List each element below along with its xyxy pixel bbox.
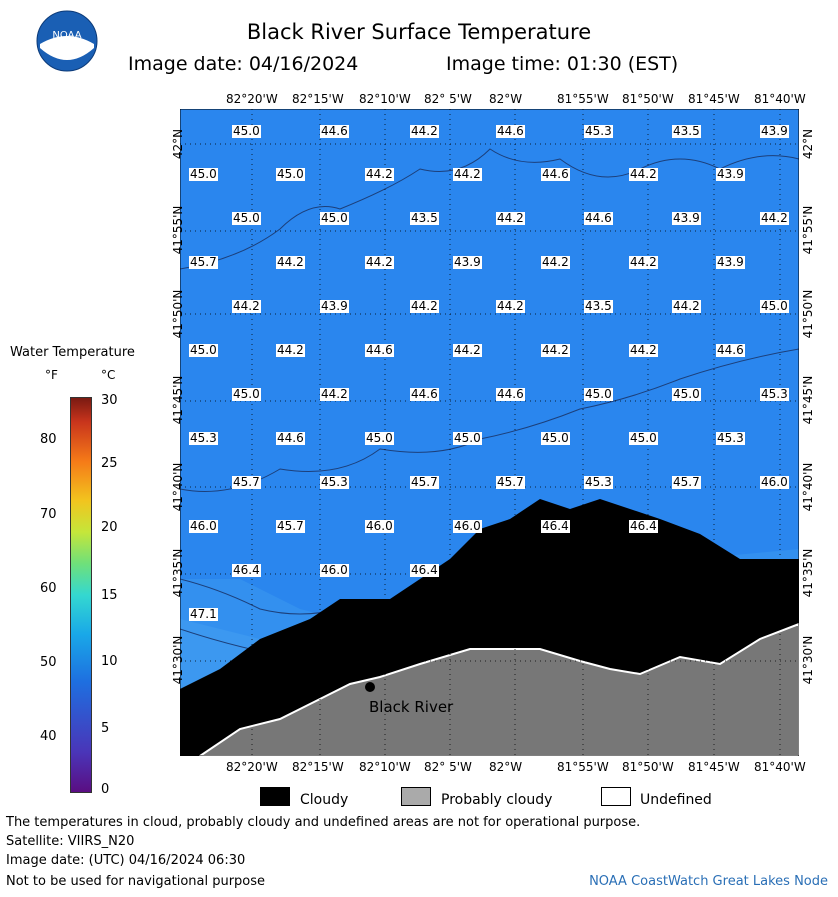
longitude-tick: 81°55'W bbox=[557, 760, 609, 774]
temperature-value: 45.7 bbox=[190, 255, 217, 269]
temperature-value: 44.2 bbox=[630, 167, 657, 181]
latitude-tick: 41°35'N bbox=[801, 548, 815, 598]
longitude-tick: 81°40'W bbox=[754, 760, 806, 774]
temperature-value: 45.0 bbox=[321, 211, 348, 225]
latitude-tick: 41°55'N bbox=[801, 205, 815, 255]
latitude-tick: 41°30'N bbox=[171, 635, 185, 685]
temperature-value: 43.9 bbox=[717, 167, 744, 181]
image-date: Image date: 04/16/2024 bbox=[128, 53, 359, 75]
temperature-value: 46.0 bbox=[190, 519, 217, 533]
temperature-value: 46.4 bbox=[542, 519, 569, 533]
temperature-value: 45.0 bbox=[277, 167, 304, 181]
probably-cloudy-label: Probably cloudy bbox=[441, 792, 553, 808]
temperature-value: 46.4 bbox=[411, 563, 438, 577]
longitude-tick: 81°45'W bbox=[688, 92, 740, 106]
latitude-tick: 42°N bbox=[171, 128, 185, 160]
temperature-value: 44.2 bbox=[630, 343, 657, 357]
temperature-value: 45.0 bbox=[190, 343, 217, 357]
color-bar bbox=[70, 397, 92, 793]
temperature-value: 45.3 bbox=[585, 475, 612, 489]
celsius-tick: 20 bbox=[101, 520, 118, 535]
celsius-tick: 25 bbox=[101, 456, 118, 471]
temperature-value: 44.6 bbox=[497, 387, 524, 401]
map-title: Black River Surface Temperature bbox=[246, 20, 592, 44]
temperature-value: 44.2 bbox=[366, 255, 393, 269]
temperature-value: 45.0 bbox=[366, 431, 393, 445]
temperature-value: 44.2 bbox=[277, 343, 304, 357]
temperature-value: 45.3 bbox=[321, 475, 348, 489]
temperature-value: 46.0 bbox=[454, 519, 481, 533]
legend-title: Water Temperature bbox=[10, 345, 135, 360]
fahrenheit-tick: 70 bbox=[40, 507, 57, 522]
latitude-tick: 41°45'N bbox=[171, 375, 185, 425]
temperature-value: 44.2 bbox=[630, 255, 657, 269]
image-time: Image time: 01:30 (EST) bbox=[446, 53, 679, 75]
latitude-tick: 41°30'N bbox=[801, 635, 815, 685]
temperature-value: 44.2 bbox=[454, 167, 481, 181]
temperature-value: 45.0 bbox=[233, 387, 260, 401]
temperature-value: 45.3 bbox=[190, 431, 217, 445]
temperature-value: 43.9 bbox=[761, 124, 788, 138]
longitude-tick: 82°15'W bbox=[292, 760, 344, 774]
nav-note: Not to be used for navigational purpose bbox=[6, 874, 266, 889]
fahrenheit-tick: 50 bbox=[40, 655, 57, 670]
temperature-value: 44.2 bbox=[321, 387, 348, 401]
temperature-value: 45.0 bbox=[673, 387, 700, 401]
celsius-tick: 0 bbox=[101, 782, 110, 797]
temperature-value: 45.0 bbox=[233, 211, 260, 225]
temperature-value: 45.3 bbox=[717, 431, 744, 445]
temperature-value: 44.2 bbox=[411, 124, 438, 138]
undefined-label: Undefined bbox=[640, 792, 712, 808]
temperature-value: 44.2 bbox=[454, 343, 481, 357]
latitude-tick: 41°55'N bbox=[171, 205, 185, 255]
longitude-tick: 82°20'W bbox=[226, 760, 278, 774]
temperature-value: 44.2 bbox=[366, 167, 393, 181]
temperature-value: 44.6 bbox=[585, 211, 612, 225]
longitude-tick: 81°55'W bbox=[557, 92, 609, 106]
temperature-value: 44.6 bbox=[497, 124, 524, 138]
utc-date: Image date: (UTC) 04/16/2024 06:30 bbox=[6, 853, 246, 868]
temperature-value: 44.6 bbox=[366, 343, 393, 357]
latitude-tick: 41°45'N bbox=[801, 375, 815, 425]
longitude-tick: 82°10'W bbox=[359, 760, 411, 774]
temperature-value: 46.4 bbox=[630, 519, 657, 533]
temperature-value: 45.7 bbox=[497, 475, 524, 489]
temperature-value: 45.7 bbox=[233, 475, 260, 489]
temperature-value: 44.6 bbox=[277, 431, 304, 445]
celsius-tick: 15 bbox=[101, 588, 118, 603]
temperature-value: 43.5 bbox=[411, 211, 438, 225]
temperature-value: 44.2 bbox=[233, 299, 260, 313]
latitude-tick: 41°35'N bbox=[171, 548, 185, 598]
temperature-value: 43.9 bbox=[717, 255, 744, 269]
temperature-value: 45.0 bbox=[761, 299, 788, 313]
latitude-tick: 41°50'N bbox=[171, 289, 185, 339]
longitude-tick: 81°50'W bbox=[622, 92, 674, 106]
latitude-tick: 41°50'N bbox=[801, 289, 815, 339]
temperature-value: 45.0 bbox=[542, 431, 569, 445]
temperature-value: 44.6 bbox=[411, 387, 438, 401]
temperature-value: 45.0 bbox=[454, 431, 481, 445]
temperature-value: 46.4 bbox=[233, 563, 260, 577]
temperature-value: 44.2 bbox=[277, 255, 304, 269]
celsius-tick: 5 bbox=[101, 721, 110, 736]
fahrenheit-tick: 80 bbox=[40, 432, 57, 447]
latitude-tick: 41°40'N bbox=[801, 462, 815, 512]
longitude-tick: 82°W bbox=[489, 760, 523, 774]
temperature-value: 45.7 bbox=[411, 475, 438, 489]
longitude-tick: 81°40'W bbox=[754, 92, 806, 106]
temperature-value: 46.0 bbox=[321, 563, 348, 577]
temperature-value: 43.5 bbox=[585, 299, 612, 313]
temperature-value: 44.6 bbox=[717, 343, 744, 357]
fahrenheit-tick: 40 bbox=[40, 729, 57, 744]
temperature-value: 44.2 bbox=[411, 299, 438, 313]
temperature-value: 45.7 bbox=[277, 519, 304, 533]
temperature-value: 43.9 bbox=[321, 299, 348, 313]
longitude-tick: 82°10'W bbox=[359, 92, 411, 106]
temperature-value: 44.2 bbox=[761, 211, 788, 225]
temperature-value: 45.0 bbox=[233, 124, 260, 138]
cloudy-swatch bbox=[260, 787, 290, 806]
temperature-value: 47.1 bbox=[190, 607, 217, 621]
cloudy-label: Cloudy bbox=[300, 792, 349, 808]
longitude-tick: 82°15'W bbox=[292, 92, 344, 106]
temperature-value: 45.0 bbox=[190, 167, 217, 181]
unit-celsius: °C bbox=[101, 368, 116, 382]
temperature-value: 45.7 bbox=[673, 475, 700, 489]
temperature-value: 45.3 bbox=[585, 124, 612, 138]
temperature-value: 44.2 bbox=[542, 255, 569, 269]
disclaimer: The temperatures in cloud, probably cloudy and undefined areas are not for operational purpose. bbox=[6, 815, 641, 830]
temperature-value: 45.3 bbox=[761, 387, 788, 401]
longitude-tick: 82° 5'W bbox=[424, 92, 472, 106]
fahrenheit-tick: 60 bbox=[40, 581, 57, 596]
temperature-value: 44.2 bbox=[542, 343, 569, 357]
svg-text:NOAA: NOAA bbox=[52, 30, 82, 41]
credit: NOAA CoastWatch Great Lakes Node bbox=[589, 874, 828, 889]
temperature-value: 44.2 bbox=[497, 299, 524, 313]
temperature-value: 43.9 bbox=[454, 255, 481, 269]
probably-cloudy-swatch bbox=[401, 787, 431, 806]
longitude-tick: 82° 5'W bbox=[424, 760, 472, 774]
celsius-tick: 10 bbox=[101, 654, 118, 669]
longitude-tick: 82°20'W bbox=[226, 92, 278, 106]
temperature-value: 46.0 bbox=[366, 519, 393, 533]
satellite: Satellite: VIIRS_N20 bbox=[6, 834, 135, 849]
temperature-value: 44.6 bbox=[542, 167, 569, 181]
celsius-tick: 30 bbox=[101, 393, 118, 408]
temperature-value: 45.0 bbox=[585, 387, 612, 401]
longitude-tick: 81°45'W bbox=[688, 760, 740, 774]
temperature-value: 45.0 bbox=[630, 431, 657, 445]
temperature-value: 44.2 bbox=[497, 211, 524, 225]
temperature-value: 46.0 bbox=[761, 475, 788, 489]
temperature-value: 43.5 bbox=[673, 124, 700, 138]
place-label: Black River bbox=[369, 698, 454, 716]
latitude-tick: 41°40'N bbox=[171, 462, 185, 512]
latitude-tick: 42°N bbox=[801, 128, 815, 160]
longitude-tick: 81°50'W bbox=[622, 760, 674, 774]
longitude-tick: 82°W bbox=[489, 92, 523, 106]
temperature-value: 43.9 bbox=[673, 211, 700, 225]
temperature-value: 44.6 bbox=[321, 124, 348, 138]
unit-fahrenheit: °F bbox=[45, 368, 58, 382]
temperature-value: 44.2 bbox=[673, 299, 700, 313]
undefined-swatch bbox=[601, 787, 631, 806]
